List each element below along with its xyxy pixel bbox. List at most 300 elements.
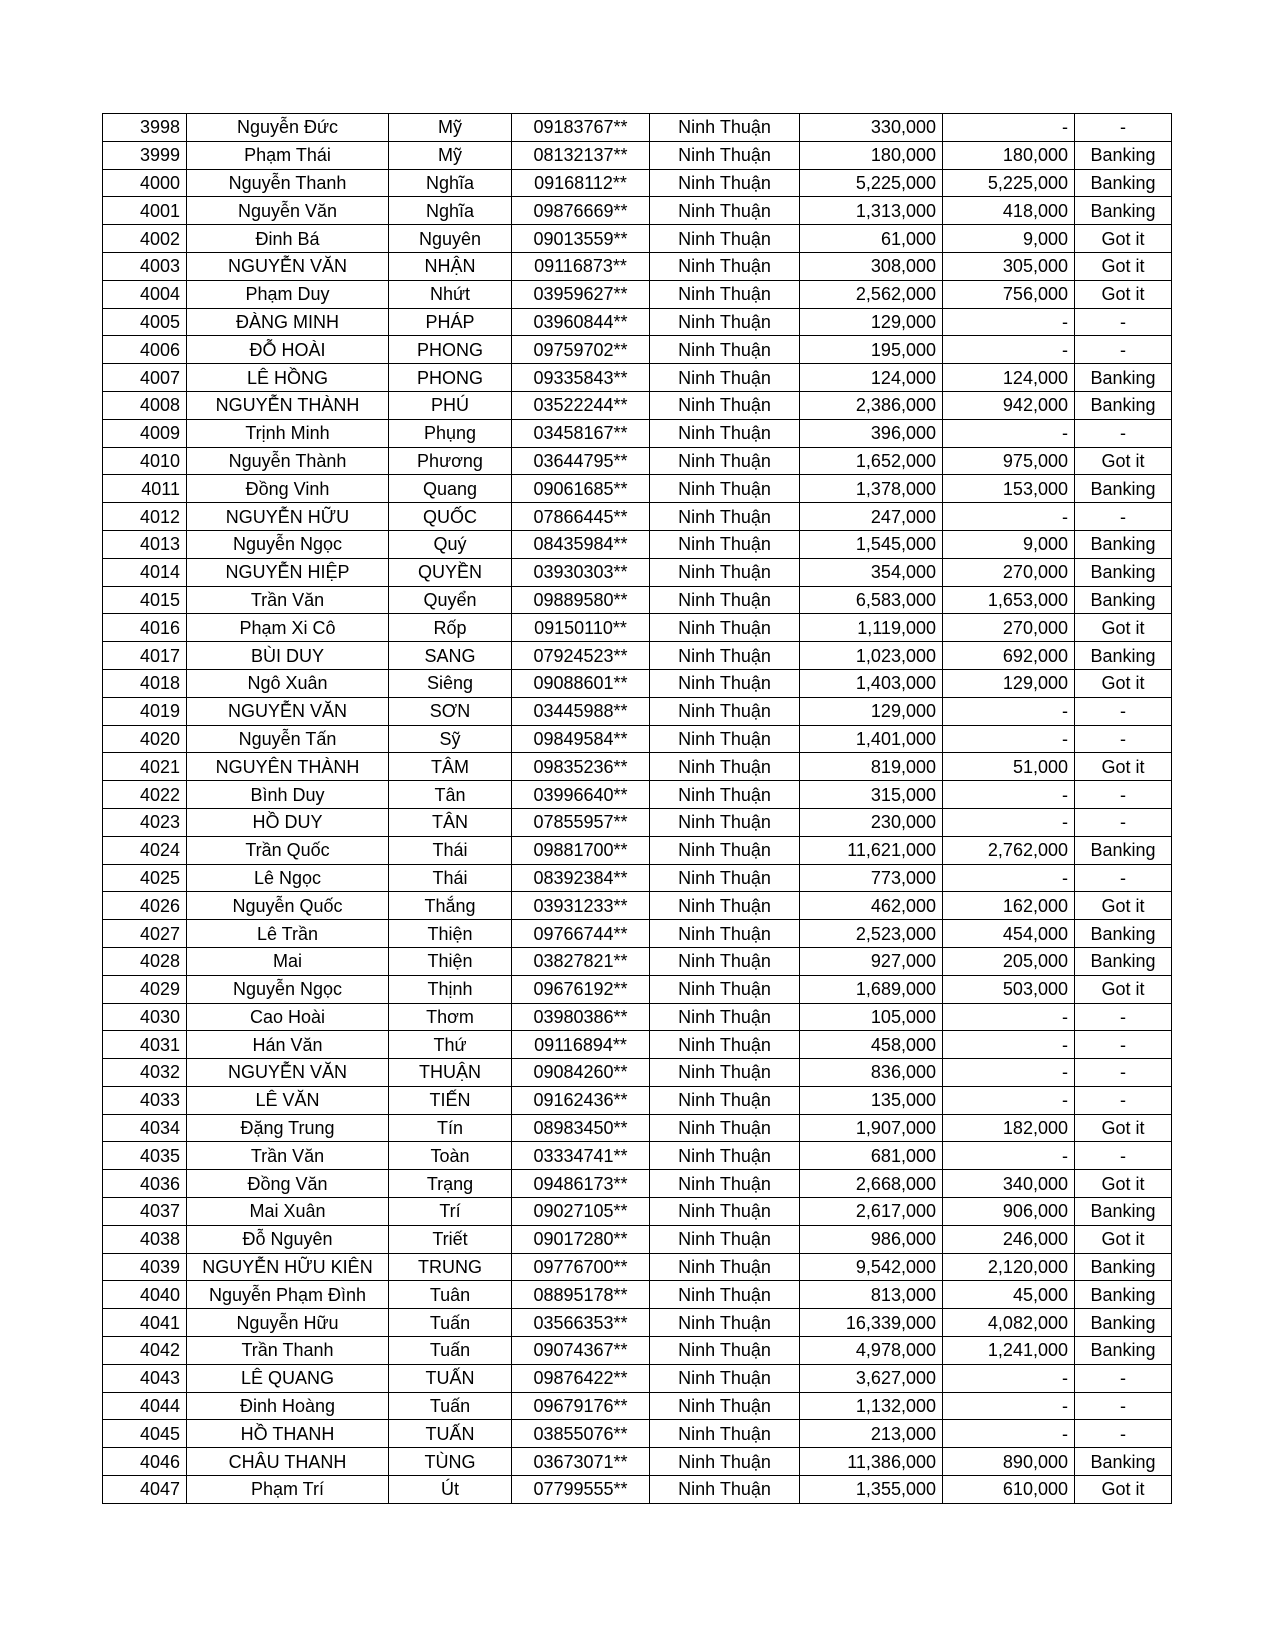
first-name-cell: Thái [389,864,512,892]
last-middle-name-cell: Trần Văn [187,586,389,614]
paid-amount-cell: - [943,1059,1075,1087]
last-middle-name-cell: NGUYỄN VĂN [187,252,389,280]
paid-amount-cell: 418,000 [943,197,1075,225]
paid-amount-cell: - [943,1142,1075,1170]
phone-number-cell: 07866445** [512,503,650,531]
amount-cell: 2,523,000 [800,920,943,948]
row-number-cell: 4018 [103,669,187,697]
last-middle-name-cell: Bình Duy [187,781,389,809]
first-name-cell: Mỹ [389,114,512,142]
row-number-cell: 4012 [103,503,187,531]
paid-amount-cell: 906,000 [943,1198,1075,1226]
first-name-cell: Trạng [389,1170,512,1198]
payment-method-cell: Got it [1075,280,1172,308]
first-name-cell: Thứ [389,1031,512,1059]
paid-amount-cell: - [943,1392,1075,1420]
payment-method-cell: Banking [1075,141,1172,169]
paid-amount-cell: 4,082,000 [943,1309,1075,1337]
row-number-cell: 4019 [103,697,187,725]
phone-number-cell: 07799555** [512,1476,650,1504]
phone-number-cell: 09017280** [512,1225,650,1253]
first-name-cell: Sỹ [389,725,512,753]
province-cell: Ninh Thuận [650,697,800,725]
table-row [103,1337,1172,1365]
table-row [103,947,1172,975]
table-row [103,419,1172,447]
payment-method-cell: Banking [1075,1448,1172,1476]
first-name-cell: Quyển [389,586,512,614]
province-cell: Ninh Thuận [650,1198,800,1226]
table-row [103,586,1172,614]
last-middle-name-cell: Ngô Xuân [187,669,389,697]
province-cell: Ninh Thuận [650,252,800,280]
amount-cell: 129,000 [800,308,943,336]
payment-method-cell: - [1075,725,1172,753]
payment-method-cell: - [1075,1142,1172,1170]
amount-cell: 180,000 [800,141,943,169]
table-row [103,475,1172,503]
last-middle-name-cell: NGUYỄN HỮU KIÊN [187,1253,389,1281]
phone-number-cell: 09776700** [512,1253,650,1281]
last-middle-name-cell: NGUYÊN THÀNH [187,753,389,781]
table-row [103,114,1172,142]
row-number-cell: 4002 [103,225,187,253]
paid-amount-cell: 340,000 [943,1170,1075,1198]
amount-cell: 3,627,000 [800,1364,943,1392]
province-cell: Ninh Thuận [650,614,800,642]
amount-cell: 330,000 [800,114,943,142]
row-number-cell: 4008 [103,391,187,419]
payment-method-cell: Banking [1075,836,1172,864]
paid-amount-cell: 2,120,000 [943,1253,1075,1281]
phone-number-cell: 09013559** [512,225,650,253]
first-name-cell: NHẬN [389,252,512,280]
first-name-cell: TIẾN [389,1086,512,1114]
payment-method-cell: Banking [1075,197,1172,225]
row-number-cell: 4042 [103,1337,187,1365]
last-middle-name-cell: Đinh Hoàng [187,1392,389,1420]
payment-method-cell: Banking [1075,947,1172,975]
table-row [103,1364,1172,1392]
phone-number-cell: 09183767** [512,114,650,142]
last-middle-name-cell: NGUYỄN HIỆP [187,558,389,586]
paid-amount-cell: 756,000 [943,280,1075,308]
payment-method-cell: Banking [1075,586,1172,614]
last-middle-name-cell: Trần Quốc [187,836,389,864]
province-cell: Ninh Thuận [650,169,800,197]
table-row [103,1059,1172,1087]
amount-cell: 11,386,000 [800,1448,943,1476]
last-middle-name-cell: Nguyễn Văn [187,197,389,225]
phone-number-cell: 09889580** [512,586,650,614]
first-name-cell: SƠN [389,697,512,725]
phone-number-cell: 09486173** [512,1170,650,1198]
phone-number-cell: 03980386** [512,1003,650,1031]
first-name-cell: Thắng [389,892,512,920]
paid-amount-cell: 129,000 [943,669,1075,697]
table-row [103,975,1172,1003]
phone-number-cell: 08435984** [512,530,650,558]
paid-amount-cell: 124,000 [943,364,1075,392]
table-row [103,252,1172,280]
province-cell: Ninh Thuận [650,197,800,225]
first-name-cell: Thịnh [389,975,512,1003]
payment-method-cell: Banking [1075,169,1172,197]
phone-number-cell: 03855076** [512,1420,650,1448]
amount-cell: 1,132,000 [800,1392,943,1420]
paid-amount-cell: 1,653,000 [943,586,1075,614]
amount-cell: 1,689,000 [800,975,943,1003]
row-number-cell: 4046 [103,1448,187,1476]
first-name-cell: Thơm [389,1003,512,1031]
province-cell: Ninh Thuận [650,280,800,308]
amount-cell: 9,542,000 [800,1253,943,1281]
amount-cell: 2,617,000 [800,1198,943,1226]
phone-number-cell: 03827821** [512,947,650,975]
table-row [103,1086,1172,1114]
row-number-cell: 4047 [103,1476,187,1504]
table-row [103,391,1172,419]
payment-method-cell: Banking [1075,364,1172,392]
last-middle-name-cell: HỒ THANH [187,1420,389,1448]
row-number-cell: 4022 [103,781,187,809]
payment-method-cell: Got it [1075,753,1172,781]
phone-number-cell: 09168112** [512,169,650,197]
phone-number-cell: 09766744** [512,920,650,948]
first-name-cell: TRUNG [389,1253,512,1281]
phone-number-cell: 09835236** [512,753,650,781]
amount-cell: 1,545,000 [800,530,943,558]
payment-method-cell: - [1075,308,1172,336]
amount-cell: 773,000 [800,864,943,892]
last-middle-name-cell: Nguyễn Tấn [187,725,389,753]
table-row [103,280,1172,308]
province-cell: Ninh Thuận [650,447,800,475]
phone-number-cell: 09088601** [512,669,650,697]
amount-cell: 4,978,000 [800,1337,943,1365]
last-middle-name-cell: Đỗ Nguyên [187,1225,389,1253]
first-name-cell: Thiện [389,920,512,948]
payment-method-cell: Got it [1075,252,1172,280]
phone-number-cell: 09881700** [512,836,650,864]
paid-amount-cell: 890,000 [943,1448,1075,1476]
row-number-cell: 4041 [103,1309,187,1337]
row-number-cell: 4032 [103,1059,187,1087]
amount-cell: 2,668,000 [800,1170,943,1198]
province-cell: Ninh Thuận [650,1003,800,1031]
last-middle-name-cell: Trần Thanh [187,1337,389,1365]
first-name-cell: SANG [389,642,512,670]
amount-cell: 129,000 [800,697,943,725]
province-cell: Ninh Thuận [650,1420,800,1448]
row-number-cell: 4031 [103,1031,187,1059]
last-middle-name-cell: Nguyễn Thanh [187,169,389,197]
payment-method-cell: - [1075,808,1172,836]
phone-number-cell: 03673071** [512,1448,650,1476]
province-cell: Ninh Thuận [650,753,800,781]
row-number-cell: 4007 [103,364,187,392]
table-row [103,308,1172,336]
table-row [103,892,1172,920]
table-row [103,447,1172,475]
table-row [103,725,1172,753]
last-middle-name-cell: Nguyễn Ngọc [187,975,389,1003]
phone-number-cell: 09676192** [512,975,650,1003]
last-middle-name-cell: LÊ QUANG [187,1364,389,1392]
province-cell: Ninh Thuận [650,725,800,753]
row-number-cell: 4016 [103,614,187,642]
amount-cell: 458,000 [800,1031,943,1059]
first-name-cell: TÂN [389,808,512,836]
paid-amount-cell: 51,000 [943,753,1075,781]
last-middle-name-cell: Mai [187,947,389,975]
paid-amount-cell: - [943,697,1075,725]
row-number-cell: 4023 [103,808,187,836]
province-cell: Ninh Thuận [650,141,800,169]
first-name-cell: Thiện [389,947,512,975]
table-row [103,753,1172,781]
last-middle-name-cell: CHÂU THANH [187,1448,389,1476]
payment-method-cell: Banking [1075,920,1172,948]
amount-cell: 124,000 [800,364,943,392]
table-row [103,1476,1172,1504]
payment-method-cell: Banking [1075,1281,1172,1309]
row-number-cell: 4017 [103,642,187,670]
first-name-cell: Siêng [389,669,512,697]
paid-amount-cell: - [943,114,1075,142]
payment-method-cell: Banking [1075,1253,1172,1281]
payment-method-cell: Banking [1075,530,1172,558]
paid-amount-cell: 9,000 [943,225,1075,253]
province-cell: Ninh Thuận [650,1281,800,1309]
paid-amount-cell: 503,000 [943,975,1075,1003]
amount-cell: 927,000 [800,947,943,975]
paid-amount-cell: - [943,419,1075,447]
table-row [103,1281,1172,1309]
amount-cell: 213,000 [800,1420,943,1448]
table-row [103,614,1172,642]
province-cell: Ninh Thuận [650,1059,800,1087]
phone-number-cell: 09162436** [512,1086,650,1114]
phone-number-cell: 09876422** [512,1364,650,1392]
province-cell: Ninh Thuận [650,642,800,670]
last-middle-name-cell: NGUYỄN VĂN [187,1059,389,1087]
last-middle-name-cell: Nguyễn Quốc [187,892,389,920]
payment-method-cell: Banking [1075,642,1172,670]
phone-number-cell: 09759702** [512,336,650,364]
last-middle-name-cell: Cao Hoài [187,1003,389,1031]
last-middle-name-cell: Đinh Bá [187,225,389,253]
phone-number-cell: 03959627** [512,280,650,308]
last-middle-name-cell: Nguyễn Đức [187,114,389,142]
payment-method-cell: - [1075,1392,1172,1420]
row-number-cell: 4044 [103,1392,187,1420]
first-name-cell: PHONG [389,336,512,364]
phone-number-cell: 09027105** [512,1198,650,1226]
province-cell: Ninh Thuận [650,1448,800,1476]
row-number-cell: 4033 [103,1086,187,1114]
first-name-cell: Tuấn [389,1337,512,1365]
paid-amount-cell: 1,241,000 [943,1337,1075,1365]
row-number-cell: 4040 [103,1281,187,1309]
row-number-cell: 4045 [103,1420,187,1448]
table-row [103,836,1172,864]
last-middle-name-cell: Hán Văn [187,1031,389,1059]
last-middle-name-cell: NGUYỄN THÀNH [187,391,389,419]
phone-number-cell: 09335843** [512,364,650,392]
payment-method-cell: Banking [1075,1309,1172,1337]
phone-number-cell: 03566353** [512,1309,650,1337]
payment-method-cell: Banking [1075,1198,1172,1226]
amount-cell: 681,000 [800,1142,943,1170]
amount-cell: 11,621,000 [800,836,943,864]
row-number-cell: 4003 [103,252,187,280]
row-number-cell: 4010 [103,447,187,475]
paid-amount-cell: - [943,1031,1075,1059]
payment-method-cell: Got it [1075,669,1172,697]
phone-number-cell: 08895178** [512,1281,650,1309]
phone-number-cell: 03522244** [512,391,650,419]
last-middle-name-cell: Nguyễn Phạm Đình [187,1281,389,1309]
paid-amount-cell: - [943,781,1075,809]
table-row [103,1170,1172,1198]
row-number-cell: 3999 [103,141,187,169]
payment-method-cell: Banking [1075,558,1172,586]
payment-method-cell: - [1075,1420,1172,1448]
paid-amount-cell: - [943,308,1075,336]
row-number-cell: 4009 [103,419,187,447]
amount-cell: 1,023,000 [800,642,943,670]
table-row [103,1448,1172,1476]
province-cell: Ninh Thuận [650,419,800,447]
paid-amount-cell: 270,000 [943,614,1075,642]
first-name-cell: TÂM [389,753,512,781]
row-number-cell: 4043 [103,1364,187,1392]
province-cell: Ninh Thuận [650,1142,800,1170]
amount-cell: 6,583,000 [800,586,943,614]
table-row [103,1309,1172,1337]
phone-number-cell: 09074367** [512,1337,650,1365]
phone-number-cell: 03445988** [512,697,650,725]
first-name-cell: PHÁP [389,308,512,336]
last-middle-name-cell: Phạm Duy [187,280,389,308]
row-number-cell: 4000 [103,169,187,197]
amount-cell: 836,000 [800,1059,943,1087]
province-cell: Ninh Thuận [650,1225,800,1253]
table-row [103,530,1172,558]
paid-amount-cell: 45,000 [943,1281,1075,1309]
province-cell: Ninh Thuận [650,364,800,392]
province-cell: Ninh Thuận [650,947,800,975]
last-middle-name-cell: Nguyễn Thành [187,447,389,475]
first-name-cell: TUẤN [389,1420,512,1448]
amount-cell: 1,403,000 [800,669,943,697]
phone-number-cell: 09116894** [512,1031,650,1059]
row-number-cell: 4030 [103,1003,187,1031]
row-number-cell: 4004 [103,280,187,308]
paid-amount-cell: 180,000 [943,141,1075,169]
payment-method-cell: Got it [1075,1225,1172,1253]
table-row [103,1114,1172,1142]
first-name-cell: Tuấn [389,1309,512,1337]
first-name-cell: Nhứt [389,280,512,308]
first-name-cell: Tuấn [389,1392,512,1420]
phone-number-cell: 09084260** [512,1059,650,1087]
payment-method-cell: Got it [1075,225,1172,253]
table-row [103,642,1172,670]
payment-method-cell: Got it [1075,1114,1172,1142]
phone-number-cell: 09061685** [512,475,650,503]
paid-amount-cell: 610,000 [943,1476,1075,1504]
phone-number-cell: 03960844** [512,308,650,336]
last-middle-name-cell: ĐỖ HOÀI [187,336,389,364]
table-row [103,920,1172,948]
province-cell: Ninh Thuận [650,503,800,531]
row-number-cell: 4014 [103,558,187,586]
row-number-cell: 4034 [103,1114,187,1142]
paid-amount-cell: 692,000 [943,642,1075,670]
amount-cell: 1,652,000 [800,447,943,475]
row-number-cell: 4029 [103,975,187,1003]
row-number-cell: 4001 [103,197,187,225]
table-row [103,864,1172,892]
first-name-cell: Quang [389,475,512,503]
first-name-cell: Tuân [389,1281,512,1309]
phone-number-cell: 03334741** [512,1142,650,1170]
payment-method-cell: - [1075,1031,1172,1059]
table-row [103,781,1172,809]
table-row [103,364,1172,392]
first-name-cell: THUẬN [389,1059,512,1087]
table-row [103,503,1172,531]
last-middle-name-cell: HỒ DUY [187,808,389,836]
amount-cell: 1,119,000 [800,614,943,642]
first-name-cell: Nghĩa [389,197,512,225]
paid-amount-cell: 2,762,000 [943,836,1075,864]
row-number-cell: 4015 [103,586,187,614]
last-middle-name-cell: Lê Ngọc [187,864,389,892]
phone-number-cell: 08392384** [512,864,650,892]
province-cell: Ninh Thuận [650,1031,800,1059]
payment-method-cell: Got it [1075,614,1172,642]
table-row [103,1253,1172,1281]
payment-method-cell: Got it [1075,1476,1172,1504]
payment-method-cell: - [1075,114,1172,142]
paid-amount-cell: 246,000 [943,1225,1075,1253]
paid-amount-cell: - [943,808,1075,836]
province-cell: Ninh Thuận [650,920,800,948]
amount-cell: 1,907,000 [800,1114,943,1142]
province-cell: Ninh Thuận [650,1476,800,1504]
last-middle-name-cell: Phạm Thái [187,141,389,169]
last-middle-name-cell: Nguyễn Ngọc [187,530,389,558]
province-cell: Ninh Thuận [650,1309,800,1337]
phone-number-cell: 03458167** [512,419,650,447]
last-middle-name-cell: Đặng Trung [187,1114,389,1142]
paid-amount-cell: 270,000 [943,558,1075,586]
amount-cell: 16,339,000 [800,1309,943,1337]
paid-amount-cell: 5,225,000 [943,169,1075,197]
row-number-cell: 4020 [103,725,187,753]
last-middle-name-cell: Đồng Vinh [187,475,389,503]
row-number-cell: 4027 [103,920,187,948]
amount-cell: 819,000 [800,753,943,781]
phone-number-cell: 03644795** [512,447,650,475]
payment-method-cell: - [1075,336,1172,364]
row-number-cell: 4025 [103,864,187,892]
paid-amount-cell: 9,000 [943,530,1075,558]
amount-cell: 396,000 [800,419,943,447]
